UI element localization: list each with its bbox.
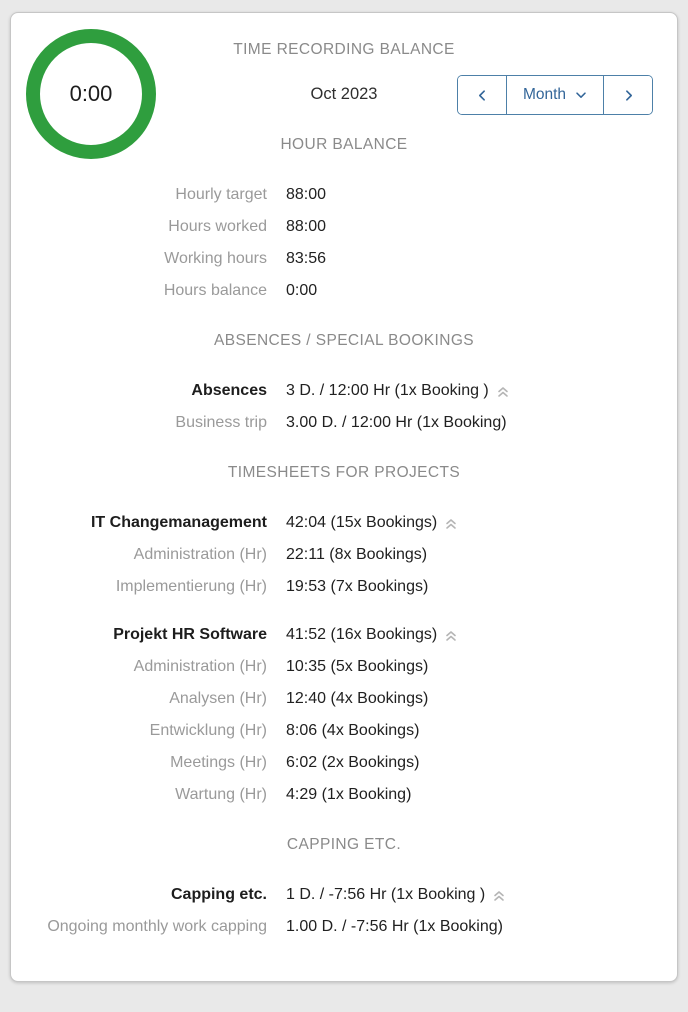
chevron-left-icon — [476, 89, 489, 102]
row-label: Absences — [191, 382, 267, 399]
period-label: Oct 2023 — [310, 85, 378, 103]
project-activity-row — [11, 715, 677, 747]
row-value: 1 D. / -7:56 Hr (1x Booking ) — [286, 886, 677, 904]
project-group — [11, 507, 677, 603]
collapse-icon[interactable] — [444, 629, 458, 643]
hour-balance-row — [11, 179, 677, 211]
chevron-right-icon — [622, 89, 635, 102]
row-label: Working hours — [164, 250, 267, 267]
row-value: 88:00 — [286, 186, 327, 203]
row-value: 0:00 — [286, 282, 318, 299]
project-activity-row — [11, 779, 677, 811]
row-value: 8:06 (4x Bookings) — [286, 722, 420, 739]
row-value: 1.00 D. / -7:56 Hr (1x Booking) — [286, 918, 503, 935]
project-activity-row — [11, 539, 677, 571]
row-label: Ongoing monthly work capping — [47, 918, 267, 935]
row-label: Capping etc. — [170, 886, 267, 903]
row-label: Hours worked — [168, 218, 267, 235]
section-timesheets — [11, 457, 677, 811]
prev-period-button[interactable] — [458, 76, 506, 114]
period-mode-label: Month — [522, 86, 567, 103]
project-name: Projekt HR Software — [113, 626, 267, 643]
project-value: 42:04 (15x Bookings) — [286, 514, 677, 532]
period-selector — [457, 75, 653, 115]
absences-detail-row — [11, 407, 677, 439]
project-summary-row — [11, 619, 677, 651]
project-name: IT Changemanagement — [90, 514, 267, 531]
chevron-down-icon — [575, 89, 587, 101]
row-label: Implementierung (Hr) — [115, 578, 267, 595]
project-value: 41:52 (16x Bookings) — [286, 626, 677, 644]
capping-summary-row — [11, 879, 677, 911]
row-label: Hourly target — [175, 186, 267, 203]
row-value: 4:29 (1x Booking) — [286, 786, 412, 803]
period-mode-dropdown[interactable] — [506, 76, 604, 114]
row-value: 10:35 (5x Bookings) — [286, 658, 429, 675]
collapse-icon[interactable] — [492, 889, 506, 903]
project-summary-row — [11, 507, 677, 539]
row-label: Analysen (Hr) — [169, 690, 267, 707]
collapse-icon[interactable] — [496, 385, 510, 399]
row-label: Business trip — [175, 414, 267, 431]
project-activity-row — [11, 651, 677, 683]
row-value: 3.00 D. / 12:00 Hr (1x Booking) — [286, 414, 507, 431]
section-absences — [11, 325, 677, 439]
project-activity-row — [11, 571, 677, 603]
section-title-timesheets: TIMESHEETS FOR PROJECTS — [227, 464, 461, 481]
section-title-absences: ABSENCES / SPECIAL BOOKINGS — [213, 332, 475, 349]
hour-balance-row — [11, 243, 677, 275]
row-value: 6:02 (2x Bookings) — [286, 754, 420, 771]
project-activity-row — [11, 747, 677, 779]
hour-balance-row — [11, 275, 677, 307]
page-title: TIME RECORDING BALANCE — [233, 41, 455, 58]
next-period-button[interactable] — [604, 76, 652, 114]
row-label: Entwicklung (Hr) — [149, 722, 267, 739]
project-group — [11, 619, 677, 811]
row-label: Meetings (Hr) — [170, 754, 267, 771]
row-label: Hours balance — [163, 282, 267, 299]
collapse-icon[interactable] — [444, 517, 458, 531]
hour-balance-row — [11, 211, 677, 243]
row-label: Wartung (Hr) — [175, 786, 267, 803]
row-value: 83:56 — [286, 250, 327, 267]
time-recording-balance-card — [10, 12, 678, 982]
section-title-capping: CAPPING ETC. — [286, 836, 402, 853]
section-capping — [11, 829, 677, 943]
capping-detail-row — [11, 911, 677, 943]
row-value: 3 D. / 12:00 Hr (1x Booking ) — [286, 382, 677, 400]
section-title-hour-balance: HOUR BALANCE — [280, 136, 408, 153]
row-label: Administration (Hr) — [133, 658, 267, 675]
absences-summary-row — [11, 375, 677, 407]
row-value: 19:53 (7x Bookings) — [286, 578, 429, 595]
row-value: 12:40 (4x Bookings) — [286, 690, 429, 707]
project-activity-row — [11, 683, 677, 715]
row-value: 22:11 (8x Bookings) — [286, 546, 428, 563]
balance-ring-value: 0:00 — [69, 81, 113, 106]
row-value: 88:00 — [286, 218, 327, 235]
row-label: Administration (Hr) — [133, 546, 267, 563]
